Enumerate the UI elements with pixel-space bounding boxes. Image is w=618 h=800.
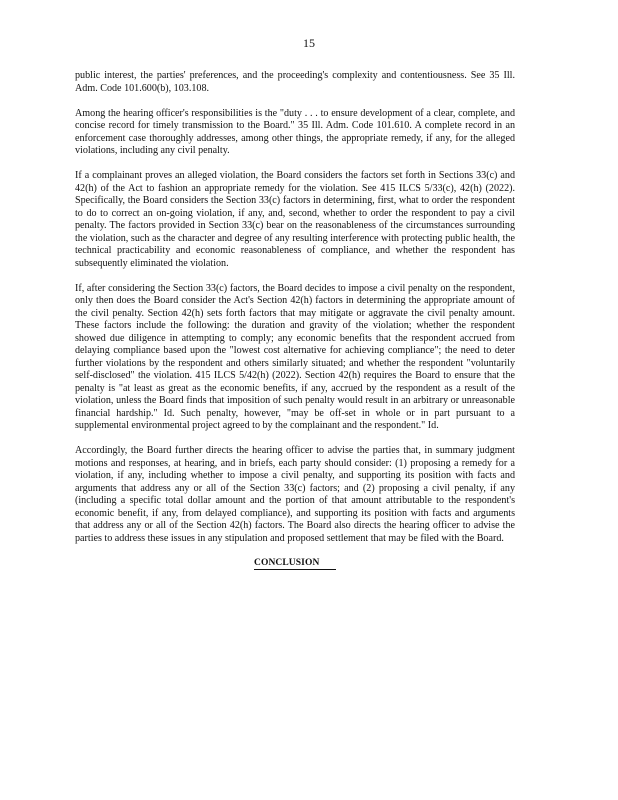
paragraph-3: If a complainant proves an alleged violation, the Board considers the factors set forth in Sections 33(c) and 42(h) of the Act to fashion an appropriate remedy for the violation. See 415 ILCS 5/33(c), 42(h) (2022). Specifically, the Board considers the Section 33(c) factors in determining, first, what to order the respondent to do to correct an on-going violation, if any, and, second, whether to order the respondent to pay a civil penalty. The factors provided in Section 33(c) bear on the reasonableness of the circumstances surrounding the violation, such as the character and degree of any resulting interference with protecting public health, the technical practicability and economic reasonableness of compliance, and whether the respondent has subsequently eliminated the violation. — [75, 170, 515, 269]
paragraph-5: Accordingly, the Board further directs the hearing officer to advise the parties that, in summary judgment motions and responses, at hearing, and in briefs, each party should consider: (1) proposing a remedy for a violation, if any, including whether to impose a civil penalty, and supporting its position with facts and arguments that address any or all of the Section 33(c) factors; and (2) proposing a civil penalty, if any (including a specific total dollar amount and the portion of that amount attributable to the respondent's economic benefit, if any, from delayed compliance), and supporting its position with facts and arguments that address any or all of the Section 42(h) factors. The Board also directs the hearing officer to advise the parties to address these issues in any stipulation and proposed settlement that may be filed with the Board. — [75, 445, 515, 544]
section-heading — [75, 558, 515, 570]
section-heading-text: CONCLUSION — [254, 558, 336, 570]
paragraph-4: If, after considering the Section 33(c) factors, the Board decides to impose a civil penalty on the respondent, only then does the Board consider the Act's Section 42(h) factors in determining the appropriate amount of the civil penalty. Section 42(h) sets forth factors that may mitigate or aggravate the civil penalty amount. These factors include the following: the duration and gravity of the violation; whether the respondent showed due diligence in attempting to comply; any economic benefits that the respondent accrued from delaying compliance based upon the "lowest cost alternative for achieving compliance"; the need to deter further violations by the respondent and others similarly situated; and whether the respondent "voluntarily self-disclosed" the violation. 415 ILCS 5/42(h) (2022). Section 42(h) requires the Board to ensure that the penalty is "at least as great as the economic benefits, if any, accrued by the respondent as a result of the violation, unless the Board finds that imposition of such penalty would result in an arbitrary or unreasonable financial hardship." Id. Such penalty, however, "may be off-set in whole or in part pursuant to a supplemental environmental project agreed to by the complainant and the respondent." Id. — [75, 282, 515, 431]
paragraph-1: public interest, the parties' preferences, and the proceeding's complexity and contentiousness. See 35 Ill. Adm. Code 101.600(b), 103.108. — [75, 70, 515, 94]
page-number: 15 — [303, 36, 315, 50]
document-body — [75, 70, 515, 570]
paragraph-2: Among the hearing officer's responsibilities is the "duty . . . to ensure development of a clear, complete, and concise record for timely transmission to the Board." 35 Ill. Adm. Code 101.610. A complete record in an enforcement case thoroughly addresses, among other things, the appropriate remedy, if any, for the alleged violations, including any civil penalty. — [75, 107, 515, 156]
